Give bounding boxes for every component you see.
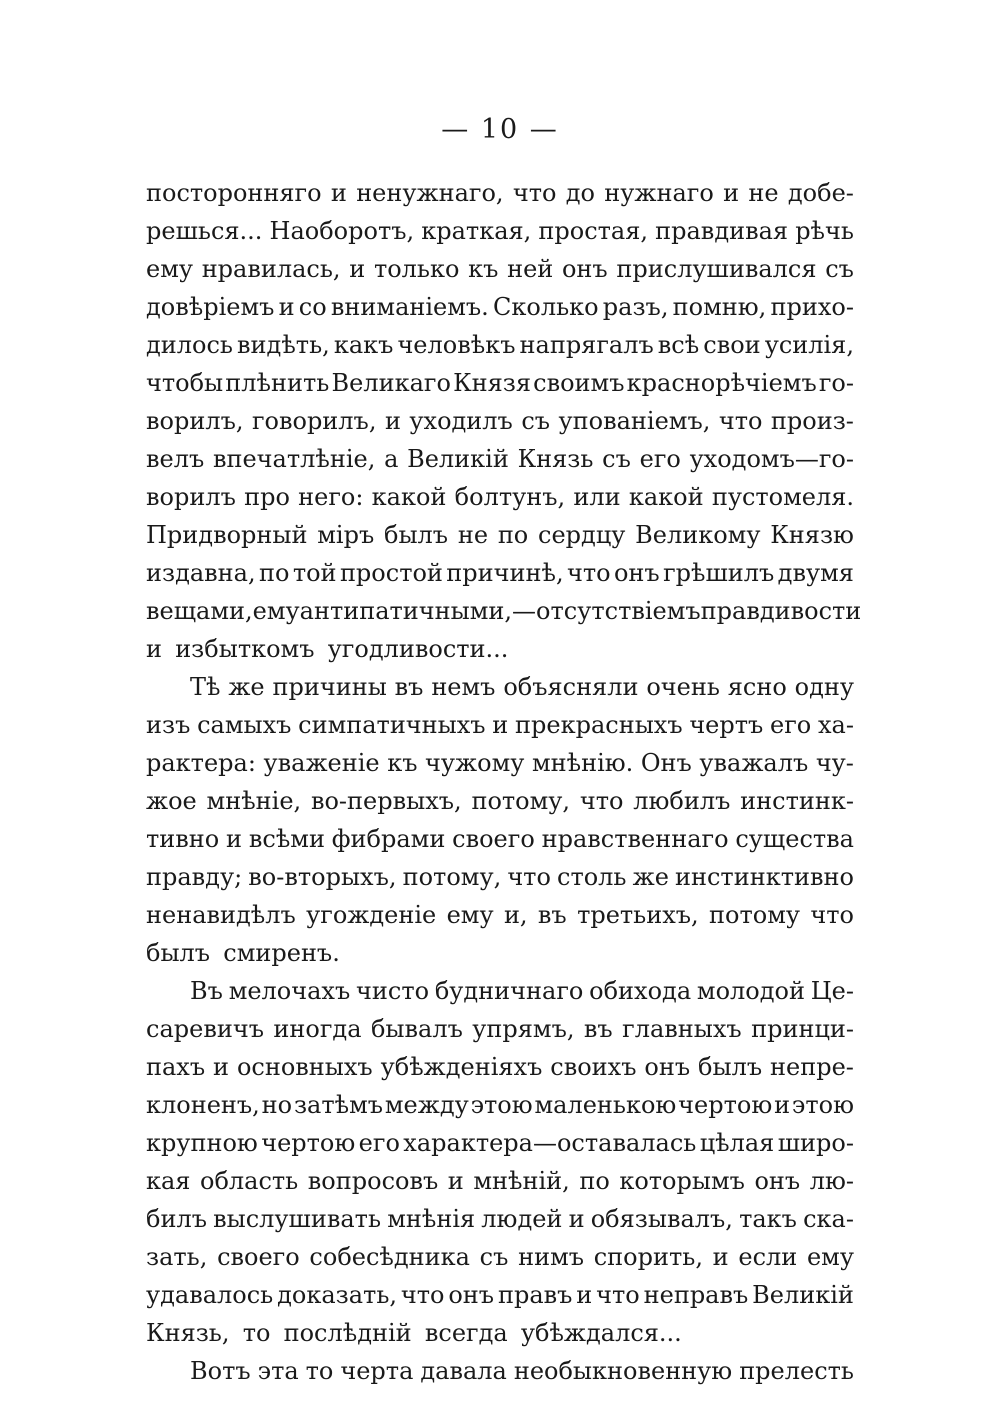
text-line: велъ впечатлѣніе, а Великій Князь съ его уходомъ—го- bbox=[146, 445, 854, 473]
text-line: правду; во-вторыхъ, потому, что столь же инстинктивно bbox=[146, 863, 854, 891]
page-body-text bbox=[146, 174, 862, 1390]
text-line: ненавидѣлъ угожденіе ему и, въ третьихъ, потому что bbox=[146, 901, 854, 929]
text-line: тивно и всѣми фибрами своего нравственнаго существа bbox=[146, 825, 854, 853]
text-line: ворилъ, говорилъ, и уходилъ съ упованіемъ, что произ- bbox=[146, 407, 854, 435]
text-line: крупною чертою его характера—оставалась цѣлая широ- bbox=[146, 1129, 854, 1157]
page-number: — 10 — bbox=[441, 114, 559, 145]
text-line: жое мнѣніе, во-первыхъ, потому, что любилъ инстинк- bbox=[146, 787, 854, 815]
text-line: решься... Наоборотъ, краткая, простая, правдивая рѣчь bbox=[146, 217, 854, 245]
text-line: изъ самыхъ симпатичныхъ и прекрасныхъ чертъ его ха- bbox=[146, 711, 854, 739]
text-line: Придворный міръ былъ не по сердцу Великому Князю bbox=[146, 521, 854, 549]
text-line: саревичъ иногда бывалъ упрямъ, въ главныхъ принци- bbox=[146, 1015, 854, 1043]
text-line: чтобы плѣнить Великаго Князя своимъ краснорѣчіемъ го- bbox=[146, 369, 854, 397]
text-line: ворилъ про него: какой болтунъ, или какой пустомеля. bbox=[146, 483, 854, 511]
text-line: издавна, по той простой причинѣ, что онъ грѣшилъ двумя bbox=[146, 559, 854, 587]
text-line: былъ смиренъ. bbox=[146, 939, 340, 967]
text-line: зать, своего собесѣдника съ нимъ спорить, и если ему bbox=[146, 1243, 854, 1271]
text-line: довѣріемъ и со вниманіемъ. Сколько разъ, помню, прихо- bbox=[146, 293, 854, 321]
text-line: Въ мелочахъ чисто будничнаго обихода молодой Це- bbox=[190, 977, 854, 1005]
text-line: дилось видѣть, какъ человѣкъ напрягалъ всѣ свои усилія, bbox=[146, 331, 854, 359]
text-line: вещами, ему антипатичными,—отсутствіемъ правдивости bbox=[146, 597, 862, 625]
text-line: и избыткомъ угодливости... bbox=[146, 635, 509, 663]
text-line: рактера: уваженіе къ чужому мнѣнію. Онъ уважалъ чу- bbox=[146, 749, 854, 777]
text-line: билъ выслушивать мнѣнія людей и обязывалъ, такъ ска- bbox=[146, 1205, 854, 1233]
text-line: Князь, то послѣдній всегда убѣждался... bbox=[146, 1319, 682, 1347]
text-line: удавалось доказать, что онъ правъ и что неправъ Великій bbox=[146, 1281, 854, 1309]
text-line: Вотъ эта то черта давала необыкновенную прелесть bbox=[190, 1357, 854, 1385]
text-line: посторонняго и ненужнаго, что до нужнаго и не добе- bbox=[146, 179, 854, 207]
text-line: пахъ и основныхъ убѣжденіяхъ своихъ онъ былъ непре- bbox=[146, 1053, 854, 1081]
text-line: ему нравилась, и только къ ней онъ прислушивался съ bbox=[146, 255, 854, 283]
text-line: кая область вопросовъ и мнѣній, по которымъ онъ лю- bbox=[146, 1167, 854, 1195]
text-line: Тѣ же причины въ немъ объясняли очень ясно одну bbox=[190, 673, 854, 701]
text-line: клоненъ, но затѣмъ между этою маленькою чертою и этою bbox=[146, 1091, 854, 1119]
